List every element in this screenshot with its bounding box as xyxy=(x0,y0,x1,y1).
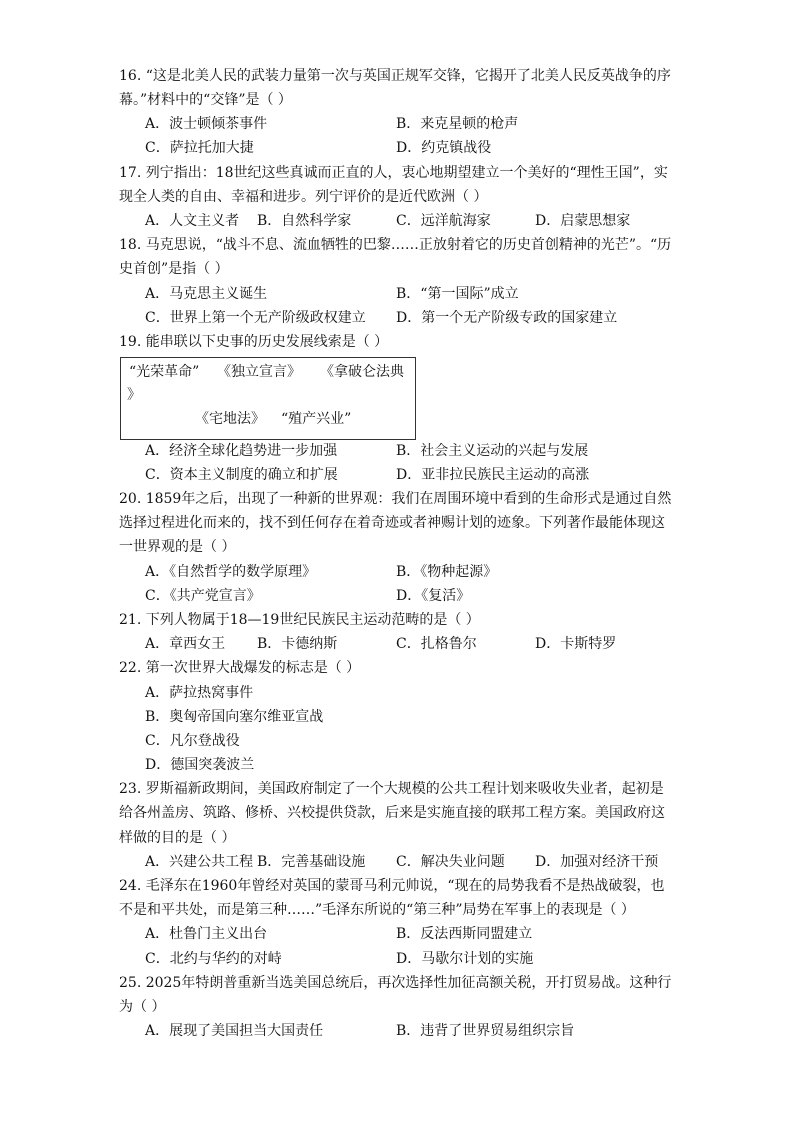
q21-option-b: B．卡德纳斯 xyxy=(257,636,338,652)
q23-option-b: B．完善基础设施 xyxy=(257,854,366,870)
q17-option-a: A．人文主义者 xyxy=(145,213,240,229)
q19-item-napoleonic-code: 《拿破仑法典 xyxy=(320,364,404,380)
q19-item-napoleonic-code-end: 》 xyxy=(127,387,141,403)
q16-option-d: D．约克镇战役 xyxy=(396,140,492,156)
q24-option-a: A．杜鲁门主义出台 xyxy=(145,926,268,942)
question-19-text: 19. 能串联以下史事的历史发展线索是（ ） xyxy=(119,334,389,350)
question-18-text: 18. 马克思说，“战斗不息、流血牺牲的巴黎……正放射着它的历史首创精神的光芒”。“历 xyxy=(119,237,672,253)
question-25-text-cont: 为（ ） xyxy=(119,999,166,1015)
q22-option-c: C．凡尔登战役 xyxy=(145,733,240,749)
q17-option-d: D．启蒙思想家 xyxy=(535,213,631,229)
q21-option-c: C．扎格鲁尔 xyxy=(396,636,477,652)
q21-option-d: D．卡斯特罗 xyxy=(535,636,617,652)
q19-material-box xyxy=(120,357,416,440)
q23-option-c: C．解决失业问题 xyxy=(396,854,505,870)
q22-option-a: A．萨拉热窝事件 xyxy=(145,685,254,701)
question-16-text-cont: 幕。”材料中的“交锋”是（ ） xyxy=(119,92,292,108)
q23-option-d: D．加强对经济干预 xyxy=(535,854,659,870)
question-23-text: 23. 罗斯福新政期间，美国政府制定了一个大规模的公共工程计划来吸收失业者，起初是 xyxy=(119,781,664,797)
question-24-text-cont: 不是和平共处，而是第三种……”毛泽东所说的“第三种”局势在军事上的表现是（ ） xyxy=(119,902,635,918)
q18-option-a: A．马克思主义诞生 xyxy=(145,286,268,302)
question-24-text: 24. 毛泽东在1960年曾经对英国的蒙哥马利元帅说，“现在的局势我看不是热战破裂，也 xyxy=(119,878,665,894)
q16-option-b: B．来克星顿的枪声 xyxy=(396,116,519,132)
q16-option-c: C．萨拉托加大捷 xyxy=(145,140,254,156)
q18-option-c: C．世界上第一个无产阶级政权建立 xyxy=(145,310,366,326)
question-20-text: 20. 1859年之后，出现了一种新的世界观：我们在周围环境中看到的生命形式是通过自然 xyxy=(119,491,672,507)
q19-item-industry-promotion: “殖产兴业” xyxy=(281,411,352,427)
q16-option-a: A．波士顿倾茶事件 xyxy=(145,116,268,132)
q20-option-a: A．《自然哲学的数学原理》 xyxy=(145,564,317,580)
q22-option-b: B．奥匈帝国向塞尔维亚宣战 xyxy=(145,709,324,725)
question-16-text: 16. “这是北美人民的武装力量第一次与英国正规军交锋，它揭开了北美人民反英战争的序 xyxy=(119,68,671,84)
question-23-text-cont2: 样做的目的是（ ） xyxy=(119,830,236,846)
q24-option-d: D．马歇尔计划的实施 xyxy=(396,951,534,967)
q25-option-b: B．违背了世界贸易组织宗旨 xyxy=(396,1023,575,1039)
question-20-text-cont: 选择过程进化而来的，找不到任何存在着奇迹或者神赐计划的迹象。下列著作最能体现这 xyxy=(119,515,665,531)
q19-option-d: D．亚非拉民族民主运动的高涨 xyxy=(396,467,590,483)
q20-option-b: B．《物种起源》 xyxy=(396,564,498,580)
q18-option-b: B．“第一国际”成立 xyxy=(396,286,519,302)
question-21-text: 21. 下列人物属于18—19世纪民族民主运动范畴的是（ ） xyxy=(119,612,480,628)
q25-option-a: A．展现了美国担当大国责任 xyxy=(145,1023,324,1039)
q19-item-declaration: 《独立宣言》 xyxy=(217,364,301,380)
question-17-text: 17. 列宁指出：18世纪这些真诚而正直的人，衷心地期望建立一个美好的“理性王国”，实 xyxy=(119,165,668,181)
q17-option-b: B．自然科学家 xyxy=(257,213,352,229)
question-20-text-cont2: 一世界观的是（ ） xyxy=(119,539,236,555)
q17-option-c: C．远洋航海家 xyxy=(396,213,491,229)
q19-option-b: B．社会主义运动的兴起与发展 xyxy=(396,443,589,459)
q19-item-glorious-revolution: “光荣革命” xyxy=(129,364,200,380)
q24-option-b: B．反法西斯同盟建立 xyxy=(396,926,533,942)
question-25-text: 25. 2025年特朗普重新当选美国总统后，再次选择性加征高额关税，开打贸易战。这种行 xyxy=(119,975,672,991)
q23-option-a: A．兴建公共工程 xyxy=(145,854,254,870)
question-22-text: 22. 第一次世界大战爆发的标志是（ ） xyxy=(119,660,361,676)
q19-item-homestead-act: 《宅地法》 xyxy=(195,411,265,427)
q21-option-a: A．章西女王 xyxy=(145,636,226,652)
q20-option-d: D．《复活》 xyxy=(396,588,471,604)
q22-option-d: D．德国突袭波兰 xyxy=(145,757,255,773)
q19-option-c: C．资本主义制度的确立和扩展 xyxy=(145,467,338,483)
q24-option-c: C．北约与华约的对峙 xyxy=(145,951,282,967)
q20-option-c: C．《共产党宣言》 xyxy=(145,588,261,604)
question-17-text-cont: 现全人类的自由、幸福和进步。列宁评价的是近代欧洲（ ） xyxy=(119,189,488,205)
q19-option-a: A．经济全球化趋势进一步加强 xyxy=(145,443,338,459)
question-18-text-cont: 史首创”是指（ ） xyxy=(119,261,229,277)
question-23-text-cont: 给各州盖房、筑路、修桥、兴校提供贷款，后来是实施直接的联邦工程方案。美国政府这 xyxy=(119,805,665,821)
q18-option-d: D．第一个无产阶级专政的国家建立 xyxy=(396,310,618,326)
